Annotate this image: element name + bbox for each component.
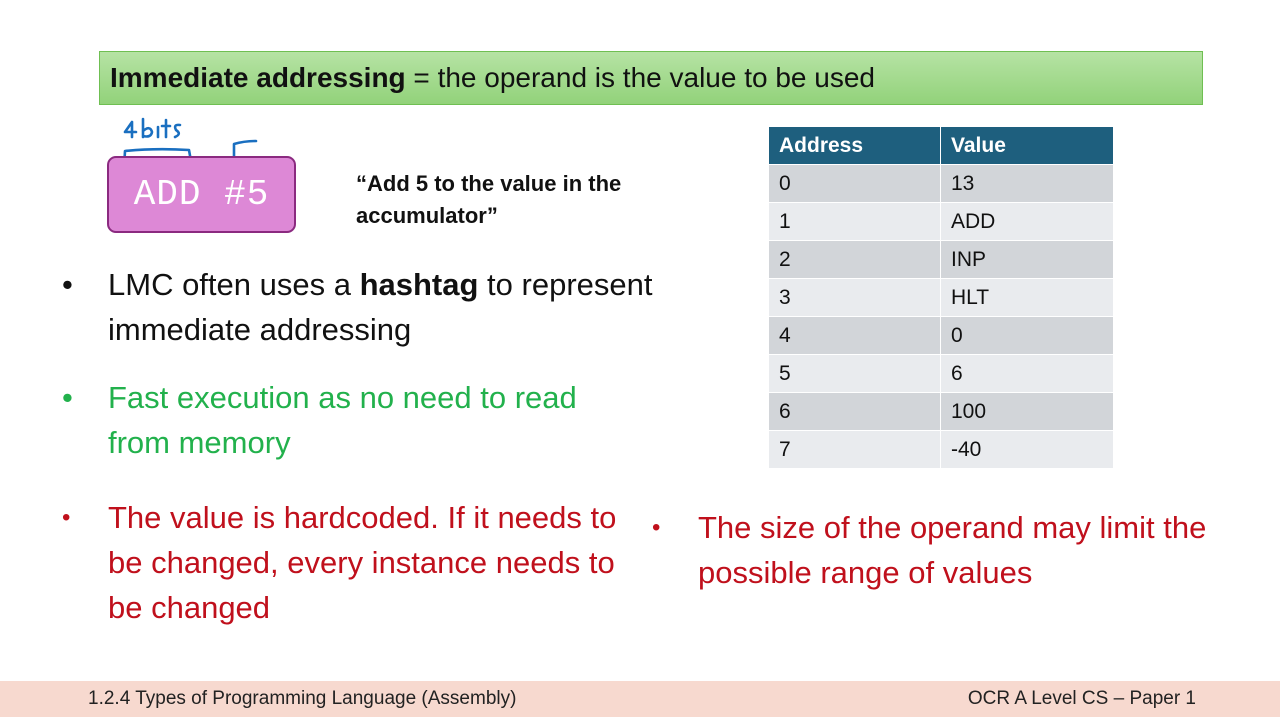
bullet-marker: •: [62, 504, 71, 531]
annotation-letter-s: [175, 125, 180, 137]
table-header-row: [769, 127, 1114, 165]
table-row: [769, 431, 1114, 469]
instruction-box: [107, 156, 296, 233]
bullet-text: The size of the operand may limit the possible range of values: [698, 510, 1207, 590]
bullet-text: LMC often uses a hashtag to represent immediate addressing: [108, 267, 662, 347]
value-cell: 13: [941, 165, 1114, 203]
annotation-letter-b: [143, 119, 152, 137]
address-cell: 2: [769, 241, 941, 279]
value-cell: INP: [941, 241, 1114, 279]
value-cell: -40: [941, 431, 1114, 469]
header-value: Value: [941, 127, 1114, 165]
bullet-fast-execution: [62, 375, 622, 465]
bullet-marker: •: [62, 380, 73, 415]
header-address: Address: [769, 127, 941, 165]
address-cell: 0: [769, 165, 941, 203]
table-row: [769, 355, 1114, 393]
value-cell: HLT: [941, 279, 1114, 317]
title-banner: [99, 51, 1203, 105]
instruction-caption: “Add 5 to the value in the accumulator”: [356, 171, 622, 228]
value-cell: ADD: [941, 203, 1114, 241]
bullet-marker: •: [62, 267, 73, 302]
table-row: [769, 279, 1114, 317]
address-cell: 6: [769, 393, 941, 431]
table-row: [769, 317, 1114, 355]
table-row: [769, 393, 1114, 431]
annotation-letter-t: [162, 120, 170, 137]
bullet-bold-word: hashtag: [359, 267, 479, 302]
bullet-operand-size: [652, 505, 1212, 595]
table-row: [769, 203, 1114, 241]
footer-bar: [0, 681, 1280, 717]
table-row: [769, 241, 1114, 279]
address-cell: 1: [769, 203, 941, 241]
title-definition: = the operand is the value to be used: [405, 62, 875, 93]
address-cell: 3: [769, 279, 941, 317]
bullet-lmc-hashtag: [62, 262, 682, 352]
value-cell: 100: [941, 393, 1114, 431]
address-cell: 4: [769, 317, 941, 355]
bullet-marker: •: [652, 514, 661, 541]
value-cell: 0: [941, 317, 1114, 355]
title-term: Immediate addressing: [110, 62, 406, 93]
table-row: [769, 165, 1114, 203]
annotation-digit-4: [125, 122, 136, 137]
bullet-text: The value is hardcoded. If it needs to be changed, every instance needs to be changed: [108, 500, 617, 625]
address-cell: 5: [769, 355, 941, 393]
memory-table: [768, 126, 1114, 469]
instruction-code: ADD #5: [133, 174, 270, 215]
value-cell: 6: [941, 355, 1114, 393]
bullet-hardcoded-value: [62, 495, 642, 630]
footer-course-title: 1.2.4 Types of Programming Language (Assembly): [88, 688, 517, 709]
address-cell: 7: [769, 431, 941, 469]
bullet-text: Fast execution as no need to read from memory: [108, 380, 577, 460]
footer-exam-label: OCR A Level CS – Paper 1: [967, 688, 1196, 709]
